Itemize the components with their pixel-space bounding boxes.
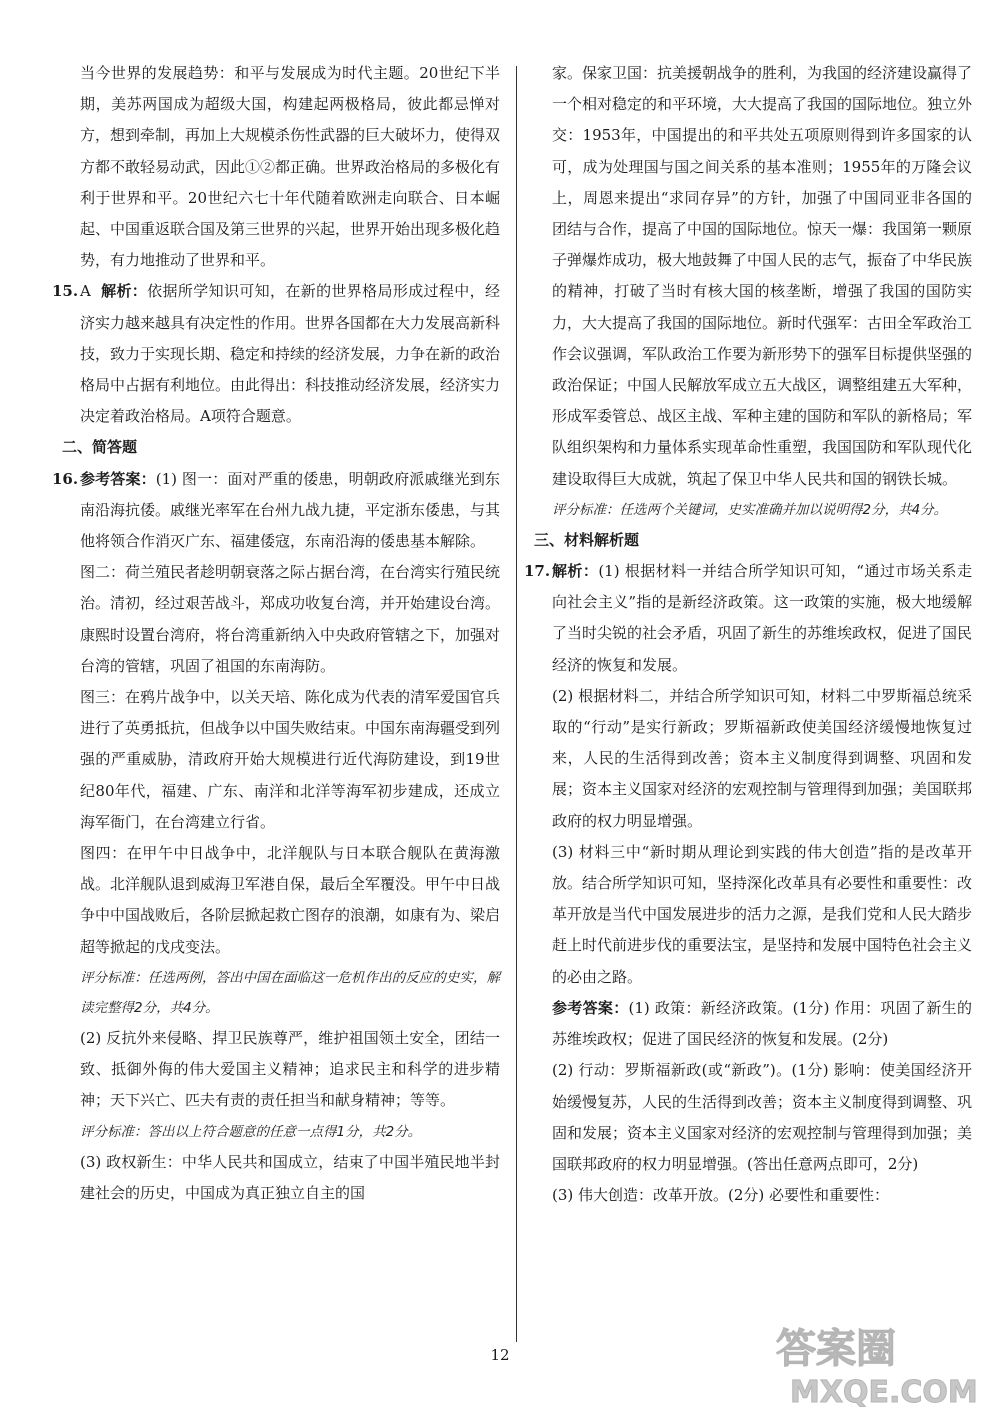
paragraph xyxy=(552,993,972,1055)
paragraph: 图三：在鸦片战争中，以关天培、陈化成为代表的清军爱国官兵进行了英勇抵抗，但战争以中国失败结束。中国东南海疆受到列强的严重威胁，清政府开始大规模进行近代海防建设，到19世纪80年代，福建、广东、南洋和北洋等海军初步建成，还成立海军衙门，在台湾建立行省。 xyxy=(80,688,501,831)
reference-answer-label: 参考答案： xyxy=(552,998,629,1017)
answer-text: (1) 政策：新经济政策。(1分) 作用：巩固了新生的苏维埃政权；促进了国民经济的恢复和发展。(2分) xyxy=(552,998,972,1049)
scoring-criteria: 评分标准：答出以上符合题意的任意一点得1分，共2分。 xyxy=(80,1123,422,1140)
paragraph: 当今世界的发展趋势：和平与发展成为时代主题。20世纪下半期，美苏两国成为超级大国，构建起两极格局，彼此都忌惮对方，想到牵制，再加上大规模杀伤性武器的巨大破坏力，使得双方都不敢轻易动武，因此①②都正确。世界政治格局的多极化有利于世界和平。20世纪六七十年代随着欧洲走向联合、日本崛起、中国重返联合国及第三世界的兴起，世界开始出现多极化趋势，有力地推动了世界和平。 xyxy=(80,64,501,270)
analysis-text: (1) 根据材料一并结合所学知识可知，“通过市场关系走向社会主义”指的是新经济政策。这一政策的实施，极大地缓解了当时尖锐的社会矛盾，巩固了新生的苏维埃政权，促进了国民经济的恢复和发展。 xyxy=(552,562,973,674)
section-heading: 二、简答题 xyxy=(62,438,138,457)
question-17-body xyxy=(552,556,972,1211)
question-16 xyxy=(52,464,501,963)
paragraph: 家。保家卫国：抗美援朝战争的胜利，为我国的经济建设赢得了一个相对稳定的和平环境，大大提高了我国的国际地位。独立外交：1953年，中国提出的和平共处五项原则得到许多国家的认可，成为处理国与国之间关系的基本准则；1955年的万隆会议上，周恩来提出“求同存异”的方针，加强了中国同亚非各国的团结与合作，提高了中国的国际地位。惊天一爆：我国第一颗原子弹爆炸成功，极大地鼓舞了中国人民的志气，振奋了中华民族的精神，打破了当时有核大国的核垄断，增强了我国的国防实力，大大提高了我国的国际地位。新时代强军：古田全军政治工作会议强调，军队政治工作要为新形势下的强军目标提供坚强的政治保证；中国人民解放军成立五大战区，调整组建五大军种，形成军委管总、战区主战、军种主建的国防和军队的新格局；军队组织架构和力量体系实现革命性重塑，我国国防和军队现代化建设取得巨大成就，筑起了保卫中华人民共和国的钢铁长城。 xyxy=(552,64,973,488)
analysis-text: 依据所学知识可知，在新的世界格局形成过程中，经济实力越来越具有决定性的作用。世界各国都在大力发展高新科技，致力于实现长期、稳定和持续的经济发展，力争在新的政治格局中占据有利地位。由此得出：科技推动经济发展，经济实力决定着政治格局。A项符合题意。 xyxy=(80,282,501,426)
answer-letter: A xyxy=(80,282,91,301)
question-16-body xyxy=(80,464,500,963)
column-divider xyxy=(516,66,517,1342)
question-15 xyxy=(52,276,501,432)
analysis-label: 解析： xyxy=(552,562,599,581)
paragraph: (2) 行动：罗斯福新政(或“新政”)。(1分) 影响：使美国经济开始缓慢复苏，人民的生活得到改善；资本主义制度得到调整、巩固和发展；资本主义国家对经济的宏观控制与管理得到加强；美国联邦政府的权力明显增强。(答出任意两点即可，2分) xyxy=(552,1061,973,1173)
page-number: 12 xyxy=(490,1346,510,1364)
scoring-criteria: 评分标准：任选两个关键词，史实准确并加以说明得2分，共4分。 xyxy=(552,501,948,518)
paragraph xyxy=(552,556,972,681)
watermark-text-cn: 答案圈 xyxy=(776,1326,896,1372)
paragraph: (3) 政权新生：中华人民共和国成立，结束了中国半殖民地半封建社会的历史，中国成为真正独立自主的国 xyxy=(80,1152,500,1202)
paragraph xyxy=(80,464,500,558)
paragraph: 图四：在甲午中日战争中，北洋舰队与日本联合舰队在黄海激战。北洋舰队退到威海卫军港自保，最后全军覆没。甲午中日战争中中国战败后，各阶层掀起救亡图存的浪潮，如康有为、梁启超等掀起的戊戌变法。 xyxy=(80,844,501,956)
question-number: 17. xyxy=(524,562,551,581)
right-column xyxy=(524,58,973,1211)
left-column xyxy=(52,58,501,1209)
question-number: 15. xyxy=(52,282,79,301)
paragraph: 图二：荷兰殖民者趁明朝衰落之际占据台湾，在台湾实行殖民统治。清初，经过艰苦战斗，郑成功收复台湾，并开始建设台湾。康熙时设置台湾府，将台湾重新纳入中央政府管辖之下，加强对台湾的管辖，巩固了祖国的东南海防。 xyxy=(80,563,501,675)
watermark-logo xyxy=(768,1318,990,1410)
paragraph: (3) 伟大创造：改革开放。(2分) 必要性和重要性： xyxy=(552,1186,890,1205)
answer-text: (1) 图一：面对严重的倭患，明朝政府派戚继光到东南沿海抗倭。戚继光率军在台州九战九捷，平定浙东倭患，与其他将领合作消灭广东、福建倭寇，东南沿海的倭患基本解除。 xyxy=(80,469,501,551)
paragraph: (2) 根据材料二，并结合所学知识可知，材料二中罗斯福总统采取的“行动”是实行新政；罗斯福新政使美国经济缓慢地恢复过来，人民的生活得到改善；资本主义制度得到调整、巩固和发展；资本主义国家对经济的宏观控制与管理得到加强；美国联邦政府的权力明显增强。 xyxy=(552,686,973,830)
question-17 xyxy=(524,556,973,1211)
paragraph: (2) 反抗外来侵略、捍卫民族尊严，维护祖国领土安全，团结一致、抵御外侮的伟大爱国主义精神；追求民主和科学的进步精神；天下兴亡、匹夫有责的责任担当和献身精神；等等。 xyxy=(80,1028,500,1110)
scoring-criteria: 评分标准：任选两例，答出中国在面临这一危机作出的反应的史实，解读完整得2分，共4分。 xyxy=(80,969,500,1016)
section-heading: 三、材料解析题 xyxy=(534,530,640,549)
question-15-body xyxy=(80,276,500,432)
paragraph: (3) 材料三中“新时期从理论到实践的伟大创造”指的是改革开放。结合所学知识可知，坚持深化改革具有必要性和重要性：改革开放是当代中国发展进步的活力之源，是我们党和人民大踏步赶上时代前进步伐的重要法宝，是坚持和发展中国特色社会主义的必由之路。 xyxy=(552,842,973,986)
question-number: 16. xyxy=(52,469,79,488)
reference-answer-label: 参考答案： xyxy=(80,469,156,488)
watermark-text-en: MXQE.COM xyxy=(790,1375,978,1410)
analysis-label: 解析： xyxy=(101,282,148,301)
